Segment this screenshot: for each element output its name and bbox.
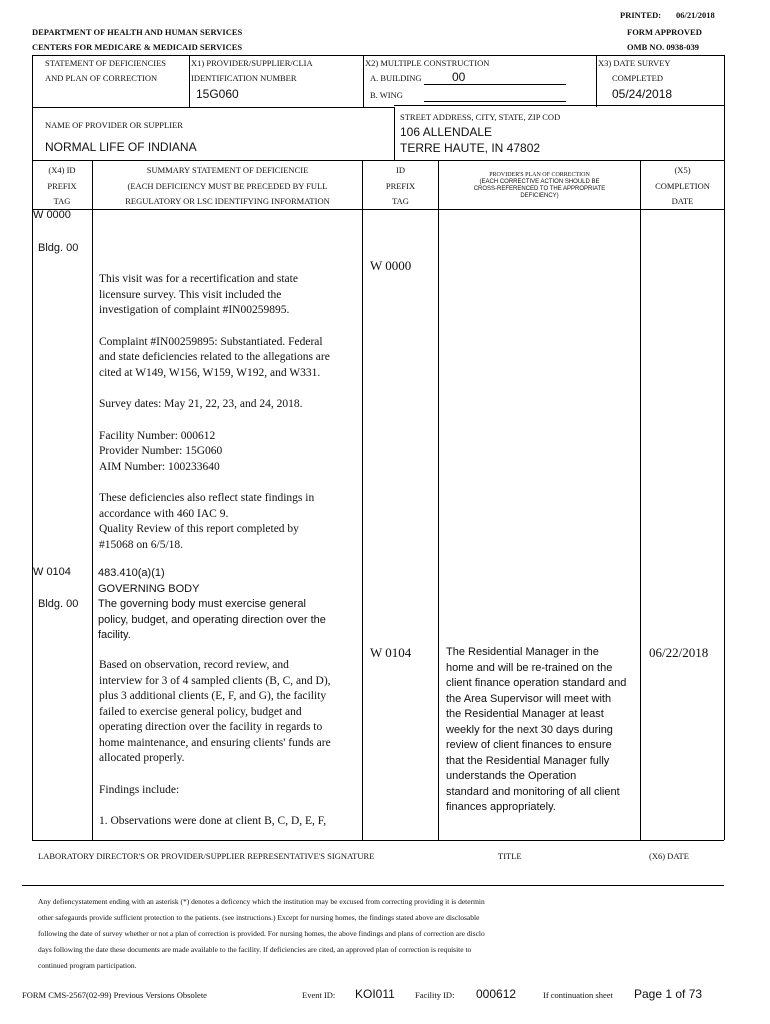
continuation-label: If continuation sheet (543, 990, 613, 1000)
regulation-number: 483.410(a)(1) (98, 567, 165, 579)
centers-heading: CENTERS FOR MEDICARE & MEDICAID SERVICES (32, 42, 243, 52)
disclaimer-line: following the date of survey whether or not a plan of correction is provided. For nursing homes, the above findings and plans of correction are disclo (38, 929, 485, 938)
address-label: STREET ADDRESS, CITY, STATE, ZIP COD (400, 112, 561, 122)
x1-id-label: IDENTIFICATION NUMBER (191, 73, 297, 83)
plan-cross-reference: CROSS-REFERENCED TO THE APPROPRIATE (473, 186, 606, 192)
provider-name-label: NAME OF PROVIDER OR SUPPLIER (45, 120, 183, 130)
page-number: Page 1 of 73 (634, 987, 703, 1001)
disclaimer-line: days following the date these documents are made available to the facility. If deficiencies are cited, an approved plan of correction is requisite to (38, 945, 472, 954)
disclaimer-text (38, 894, 718, 974)
x4-prefix-label: PREFIX (47, 181, 77, 191)
id-label: ID (396, 165, 405, 175)
right-tag-w0104: W 0104 (370, 645, 412, 660)
title-label: TITLE (498, 851, 522, 861)
survey-paragraph: Complaint #IN00259895: Substantiated. Federal and state deficiencies related to the allegations are cited at W149, W156, W159, W192, and W331. (99, 335, 330, 379)
event-id-value: KOI011 (355, 987, 395, 1001)
finding-paragraph: Based on observation, record review, and interview for 3 of 4 sampled clients (B, C, and D), plus 3 additional clients (E, F, and G), the facility failed to exercise general policy, budget and operating direction over the facility in regards to home maintenance, and ensuring clients' funds are allocated properly. (99, 659, 331, 764)
id-tag-label: TAG (392, 196, 409, 206)
finding-paragraph: 1. Observations were done at client B, C, D, E, F, (99, 815, 327, 827)
summary-instruction: (EACH DEFICIENCY MUST BE PRECEDED BY FULL (127, 181, 328, 191)
completion-label: COMPLETION (655, 181, 710, 191)
building-value: 00 (452, 70, 466, 84)
form-number: FORM CMS-2567(02-99) Previous Versions Obsolete (22, 990, 207, 1000)
plan-of-correction-label: AND PLAN OF CORRECTION (45, 73, 158, 83)
tag-w0000: W 0000 (33, 209, 71, 221)
right-tag-w0000: W 0000 (370, 258, 412, 273)
provider-id-value: 15G060 (196, 87, 239, 101)
bldg-label: Bldg. 00 (38, 242, 79, 254)
survey-date-value: 05/24/2018 (612, 87, 673, 101)
plan-heading: PROVIDER'S PLAN OF CORRECTION (489, 172, 590, 178)
date-label: DATE (671, 196, 694, 206)
address-line-1: 106 ALLENDALE (400, 125, 493, 139)
summary-heading: SUMMARY STATEMENT OF DEFICIENCIE (146, 165, 309, 175)
x4-label: (X4) ID (48, 165, 76, 175)
x3-label: X3) DATE SURVEY (598, 58, 671, 68)
disclaimer-line: other safegaurds provide sufficient protection to the patients. (see instructions.) Except for nursing homes, the findings stated above are disclosable (38, 913, 480, 922)
department-heading: DEPARTMENT OF HEALTH AND HUMAN SERVICES (32, 27, 243, 37)
bldg-label: Bldg. 00 (38, 598, 79, 610)
finding-paragraph: Findings include: (99, 783, 180, 796)
regulation-block (98, 566, 338, 644)
survey-paragraph: This visit was for a recertification and state licensure survey. This visit included the investigation of complaint #IN00259895. (99, 273, 298, 316)
omb-number: OMB NO. 0938-039 (627, 42, 700, 52)
form-approved: FORM APPROVED (627, 27, 702, 37)
disclaimer-line: Any defiencystatement ending with an asterisk (*) denotes a deficency which the institution may be excused from correcting providing it is determin (38, 897, 485, 906)
provider-name: NORMAL LIFE OF INDIANA (45, 140, 197, 154)
plan-of-correction-text: The Residential Manager in the home and will be re-trained on the client finance operation standard and the Area Supervisor will meet with the Residential Manager at least weekly for the next 30 days during review of client finances to ensure that the Residential Manager fully understands the Operation standard and monitoring of all client finances appropriately. (446, 646, 627, 813)
x2-label: X2) MULTIPLE CONSTRUCTION (365, 58, 490, 68)
survey-text (99, 272, 335, 553)
x6-date-label: (X6) DATE (649, 851, 689, 861)
printed-date: 06/21/2018 (676, 10, 715, 20)
survey-paragraph: Facility Number: 000612 Provider Number: 15G060 AIM Number: 100233640 (99, 429, 223, 473)
tag-w0104: W 0104 (33, 566, 71, 578)
regulation-text: The governing body must exercise general policy, budget, and operating direction over the facility. (98, 598, 326, 641)
survey-paragraph: These deficiencies also reflect state findings in accordance with 460 IAC 9. Quality Review of this report completed by #15068 on 6/5/18. (99, 492, 315, 551)
statement-label: STATEMENT OF DEFICIENCIES (45, 58, 167, 68)
plan-instruction: (EACH CORRECTIVE ACTION SHOULD BE (479, 179, 600, 185)
event-id-label: Event ID: (302, 990, 336, 1000)
disclaimer-line: continued program participation. (38, 961, 137, 970)
findings-text (99, 658, 335, 830)
wing-label: B. WING (370, 90, 403, 100)
x1-label: X1) PROVIDER/SUPPLIER/CLIA (191, 58, 313, 68)
plan-deficiency: DEFICIENCY) (520, 193, 559, 199)
x5-label: (X5) (674, 165, 691, 175)
address-line-2: TERRE HAUTE, IN 47802 (400, 141, 541, 155)
printed-label: PRINTED: (620, 10, 662, 20)
x4-tag-label: TAG (53, 196, 71, 206)
facility-id-label: Facility ID: (415, 990, 455, 1000)
completion-date: 06/22/2018 (649, 645, 709, 660)
building-label: A. BUILDING (370, 73, 422, 83)
director-signature-label: LABORATORY DIRECTOR'S OR PROVIDER/SUPPLIER REPRESENTATIVE'S SIGNATURE (38, 851, 375, 861)
regulation-title: GOVERNING BODY (98, 582, 200, 595)
completed-label: COMPLETED (612, 73, 663, 83)
facility-id-value: 000612 (476, 987, 517, 1001)
survey-paragraph: Survey dates: May 21, 22, 23, and 24, 2018. (99, 398, 303, 410)
id-prefix-label: PREFIX (385, 181, 416, 191)
summary-regulatory: REGULATORY OR LSC IDENTIFYING INFORMATION (125, 196, 330, 206)
